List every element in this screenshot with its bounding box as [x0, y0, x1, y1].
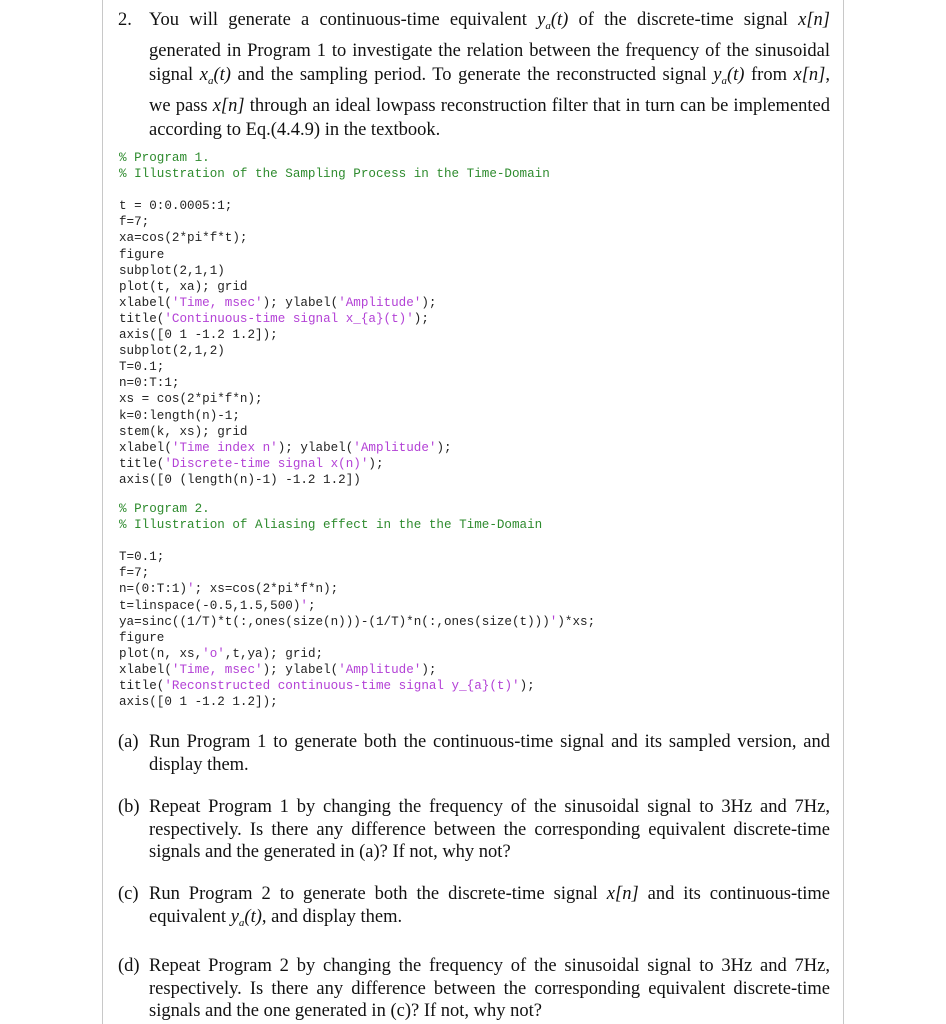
code-line: subplot(2,1,1)	[119, 263, 225, 278]
program-1-code	[119, 150, 550, 488]
question-label: (b)	[118, 797, 140, 817]
code-line: figure	[119, 247, 165, 262]
code-line: plot(t, xa); grid	[119, 279, 248, 294]
question-text: Repeat Program 1 by changing the frequency of the sinusoidal signal to 3Hz and 7Hz, respectively. Is there any difference between the corresponding equivalent discrete-time signals and the generated in (a)? If not, why not?	[149, 797, 830, 862]
program-2-code	[119, 501, 595, 710]
problem-number: 2.	[118, 10, 132, 30]
code-line: title('Reconstructed continuous-time signal y_{a}(t)');	[119, 679, 535, 694]
code-line: t=linspace(-0.5,1.5,500)';	[119, 598, 316, 613]
document-page	[102, 0, 844, 1024]
code-comment: % Illustration of the Sampling Process in the Time-Domain	[119, 167, 550, 182]
code-comment: % Illustration of Aliasing effect in the the Time-Domain	[119, 518, 543, 533]
code-line: T=0.1;	[119, 550, 165, 565]
code-line: subplot(2,1,2)	[119, 344, 225, 359]
code-line: xa=cos(2*pi*f*t);	[119, 231, 248, 246]
problem-statement	[118, 8, 830, 143]
code-line: T=0.1;	[119, 360, 165, 375]
question-text: Run Program 2 to generate both the discrete-time signal x[n] and its continuous-time equivalent $y_a(t)$, and display them.	[149, 884, 830, 929]
question-label: (d)	[118, 956, 140, 976]
question-label: (a)	[118, 732, 139, 752]
code-comment: % Program 2.	[119, 502, 210, 516]
code-line: title('Continuous-time signal x_{a}(t)');	[119, 311, 429, 326]
code-line: xlabel('Time index n'); ylabel('Amplitude');	[119, 440, 452, 455]
code-line: n=(0:T:1)'; xs=cos(2*pi*f*n);	[119, 582, 339, 597]
code-line: xlabel('Time, msec'); ylabel('Amplitude');	[119, 295, 437, 310]
code-line: xlabel('Time, msec'); ylabel('Amplitude');	[119, 662, 437, 677]
code-line: figure	[119, 630, 165, 645]
code-comment: % Program 1.	[119, 151, 210, 165]
code-line: ya=sinc((1/T)*t(:,ones(size(n)))-(1/T)*n(:,ones(size(t)))')*xs;	[119, 614, 596, 629]
code-line: k=0:length(n)-1;	[119, 408, 240, 423]
question-text: Repeat Program 2 by changing the frequency of the sinusoidal signal to 3Hz and 7Hz, respectively. Is there any difference between the corresponding equivalent discrete-time signals and the one generated in (c)? If not, why not?	[149, 956, 830, 1021]
question-a	[118, 731, 830, 776]
question-c	[118, 883, 830, 934]
question-b	[118, 796, 830, 864]
code-line: f=7;	[119, 215, 150, 230]
question-d	[118, 955, 830, 1023]
problem-text: You will generate a continuous-time equivalent $y_a(t)$ of the discrete-time signal x[n] generated in Program 1 to investigate the relation between the frequency of the sinusoidal signal $x_a(t)$ and the sampling period. To generate the reconstructed signal $y_a(t)$ from x[n], we pass x[n] through an ideal lowpass reconstruction filter that in turn can be implemented according to Eq.(4.4.9) in the textbook.	[149, 10, 831, 140]
code-line: plot(n, xs,'o',t,ya); grid;	[119, 646, 324, 661]
code-line: axis([0 (length(n)-1) -1.2 1.2])	[119, 472, 361, 487]
code-line: title('Discrete-time signal x(n)');	[119, 456, 384, 471]
question-text: Run Program 1 to generate both the continuous-time signal and its sampled version, and display them.	[149, 732, 830, 775]
question-label: (c)	[118, 884, 139, 904]
code-line: xs = cos(2*pi*f*n);	[119, 392, 263, 407]
code-line: axis([0 1 -1.2 1.2]);	[119, 695, 278, 710]
code-line: f=7;	[119, 566, 150, 581]
code-line: n=0:T:1;	[119, 376, 180, 391]
code-line: t = 0:0.0005:1;	[119, 199, 233, 214]
code-line: stem(k, xs); grid	[119, 424, 248, 439]
code-line: axis([0 1 -1.2 1.2]);	[119, 328, 278, 343]
